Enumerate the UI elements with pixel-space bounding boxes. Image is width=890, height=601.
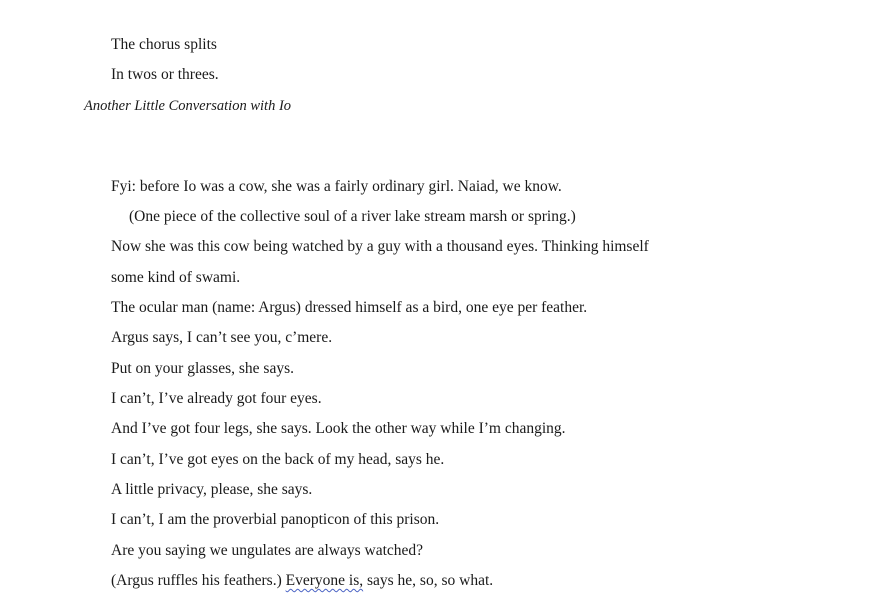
poem-line-1: Fyi: before Io was a cow, she was a fairly ordinary girl. Naiad, we know.	[111, 178, 562, 195]
poem-line-8: I can’t, I’ve already got four eyes.	[111, 390, 322, 407]
poem-line-14-after: says he, so, so what.	[363, 572, 494, 589]
poem-line-2: (One piece of the collective soul of a river lake stream marsh or spring.)	[129, 208, 576, 225]
poem-line-11: A little privacy, please, she says.	[111, 481, 313, 498]
poem-line-10: I can’t, I’ve got eyes on the back of my head, says he.	[111, 451, 445, 468]
poem-line-12: I can’t, I am the proverbial panopticon of this prison.	[111, 511, 440, 528]
poem-line-6: Argus says, I can’t see you, c’mere.	[111, 329, 333, 346]
poem-line-14-before: (Argus ruffles his feathers.)	[111, 572, 286, 589]
poem-line-4: some kind of swami.	[111, 269, 241, 286]
poem-line-7: Put on your glasses, she says.	[111, 360, 294, 377]
poem-title: Another Little Conversation with Io	[84, 98, 292, 114]
poem-line-5: The ocular man (name: Argus) dressed himself as a bird, one eye per feather.	[111, 299, 588, 316]
opening-line-1: The chorus splits	[111, 36, 217, 53]
grammar-flagged-text[interactable]: Everyone is,	[285, 572, 364, 589]
poem-line-13: Are you saying we ungulates are always watched?	[111, 542, 424, 559]
poem-line-3: Now she was this cow being watched by a guy with a thousand eyes. Thinking himself	[111, 238, 649, 255]
opening-line-2: In twos or threes.	[111, 66, 219, 83]
poem-line-14	[111, 571, 493, 591]
poem-line-9: And I’ve got four legs, she says. Look the other way while I’m changing.	[111, 420, 566, 437]
